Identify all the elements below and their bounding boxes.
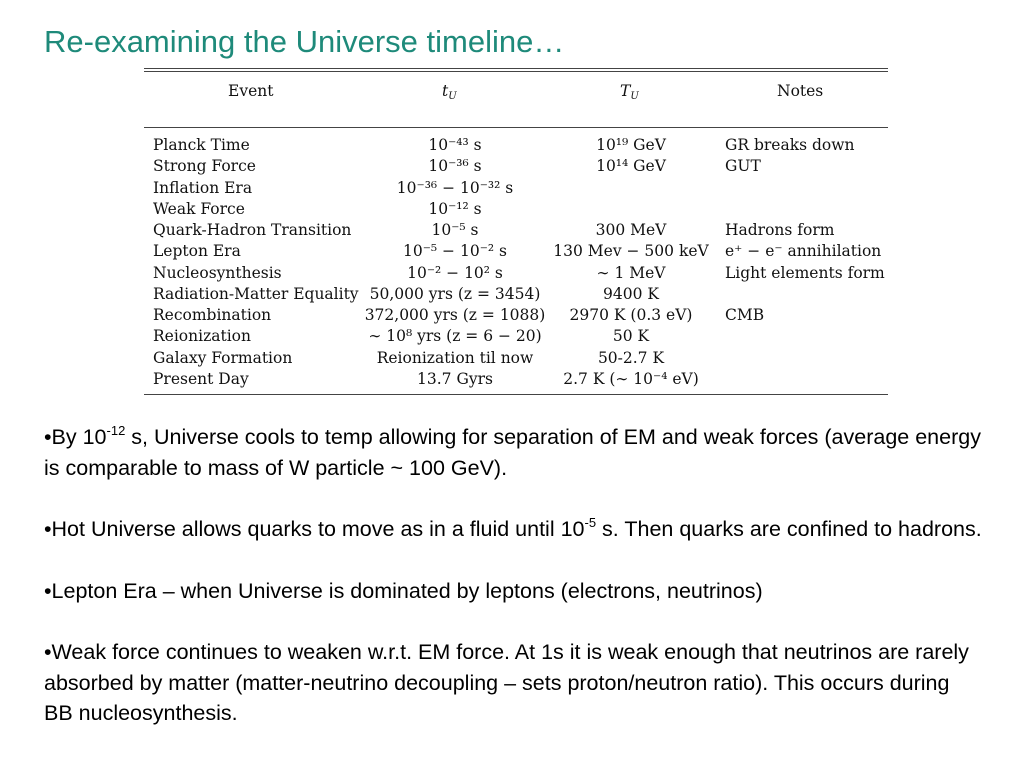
table-row bbox=[144, 199, 888, 220]
table-bottom-rule bbox=[144, 394, 888, 395]
cell-temperature: 2.7 K (∼ 10⁻⁴ eV) bbox=[563, 369, 699, 388]
table-row bbox=[144, 305, 888, 326]
cell-temperature: 10¹⁴ GeV bbox=[596, 157, 666, 176]
cell-event: Present Day bbox=[153, 369, 249, 388]
table-row bbox=[144, 348, 888, 369]
cell-event: Nucleosynthesis bbox=[153, 263, 282, 282]
bullet-text: •Hot Universe allows quarks to move as in a fluid until 10 bbox=[44, 517, 585, 541]
cell-time: 10⁻² − 10² s bbox=[407, 263, 503, 282]
cell-temperature: 2970 K (0.3 eV) bbox=[569, 306, 693, 324]
table-row bbox=[144, 326, 888, 347]
cell-time: 10⁻⁵ − 10⁻² s bbox=[403, 242, 507, 261]
cell-temperature: ∼ 1 MeV bbox=[596, 263, 666, 282]
table-header-rule bbox=[144, 127, 888, 128]
cell-time: 10⁻⁵ s bbox=[431, 221, 479, 239]
cell-event: Strong Force bbox=[153, 157, 256, 176]
cell-time: 13.7 Gyrs bbox=[417, 369, 493, 388]
cell-event: Quark-Hadron Transition bbox=[153, 221, 352, 239]
table-row bbox=[144, 369, 888, 390]
cell-notes: e⁺ − e⁻ annihilation bbox=[725, 242, 882, 261]
table-row bbox=[144, 135, 888, 156]
table-row bbox=[144, 284, 888, 305]
cell-notes: Light elements form bbox=[725, 263, 885, 282]
cell-time: Reionization til now bbox=[376, 348, 534, 367]
bullet-list bbox=[44, 422, 984, 729]
cell-time: 10⁻³⁶ − 10⁻³² s bbox=[396, 178, 514, 197]
timeline-table bbox=[144, 68, 888, 398]
cell-temperature: 300 MeV bbox=[595, 221, 667, 239]
table-row bbox=[144, 220, 888, 241]
bullet-text: s, Universe cools to temp allowing for separation of EM and weak forces (average energy is comparable to mass of W particle ~ 100 GeV). bbox=[44, 425, 981, 480]
cell-temperature: 50 K bbox=[612, 327, 650, 346]
cell-event: Recombination bbox=[153, 306, 272, 324]
cell-time: 372,000 yrs (z = 1088) bbox=[364, 306, 546, 324]
slide-title: Re-examining the Universe timeline… bbox=[44, 24, 565, 59]
cell-temperature: 10¹⁹ GeV bbox=[596, 136, 666, 154]
cell-notes: GUT bbox=[725, 157, 761, 176]
bullet-exponent: -12 bbox=[106, 423, 126, 438]
bullet-neutrino-decoupling: •Weak force continues to weaken w.r.t. EM force. At 1s it is weak enough that neutrinos are rarely absorbed by matter (matter-neutrino decoupling – sets proton/neutron ratio). This occurs during BB nucleosynthesis. bbox=[44, 640, 969, 725]
table-row bbox=[144, 156, 888, 177]
cell-time: 10⁻⁴³ s bbox=[428, 136, 482, 154]
cell-event: Weak Force bbox=[153, 199, 245, 218]
header-event: Event bbox=[228, 82, 274, 100]
table-top-rule bbox=[144, 68, 888, 69]
bullet-text: s. Then quarks are confined to hadrons. bbox=[596, 517, 982, 541]
header-temp-symbol: T bbox=[620, 82, 631, 100]
cell-time: 50,000 yrs (z = 3454) bbox=[369, 284, 541, 303]
bullet-text: •By 10 bbox=[44, 425, 107, 449]
cell-event: Lepton Era bbox=[153, 242, 241, 261]
cell-temperature: 50-2.7 K bbox=[597, 348, 665, 367]
bullet-quarks bbox=[44, 514, 984, 545]
header-tu-subscript: U bbox=[448, 91, 457, 102]
header-notes: Notes bbox=[777, 82, 824, 100]
header-tu bbox=[442, 80, 457, 102]
cell-time: ∼ 10⁸ yrs (z = 6 − 20) bbox=[368, 327, 542, 346]
cell-notes: Hadrons form bbox=[725, 221, 835, 239]
bullet-exponent: -5 bbox=[584, 515, 597, 530]
cell-event: Planck Time bbox=[153, 136, 250, 154]
cell-temperature: 130 Mev − 500 keV bbox=[553, 242, 709, 261]
table-row bbox=[144, 263, 888, 284]
header-temp-subscript: U bbox=[630, 91, 639, 102]
header-tu-temp bbox=[620, 80, 639, 102]
bullet-lepton-era: •Lepton Era – when Universe is dominated by leptons (electrons, neutrinos) bbox=[44, 578, 763, 603]
header-tu-symbol: t bbox=[442, 82, 449, 100]
cell-temperature: 9400 K bbox=[603, 284, 659, 303]
table-row bbox=[144, 178, 888, 199]
cell-event: Radiation-Matter Equality bbox=[153, 284, 359, 303]
cell-event: Galaxy Formation bbox=[153, 348, 293, 367]
cell-time: 10⁻¹² s bbox=[428, 199, 482, 218]
cell-event: Inflation Era bbox=[153, 178, 253, 197]
table-top-rule-double bbox=[144, 71, 888, 72]
table-body bbox=[144, 135, 888, 390]
bullet-weak-force bbox=[44, 422, 984, 483]
cell-time: 10⁻³⁶ s bbox=[428, 157, 482, 176]
cell-event: Reionization bbox=[153, 327, 251, 346]
cell-notes: CMB bbox=[725, 306, 765, 324]
cell-notes: GR breaks down bbox=[725, 136, 855, 154]
table-row bbox=[144, 241, 888, 262]
